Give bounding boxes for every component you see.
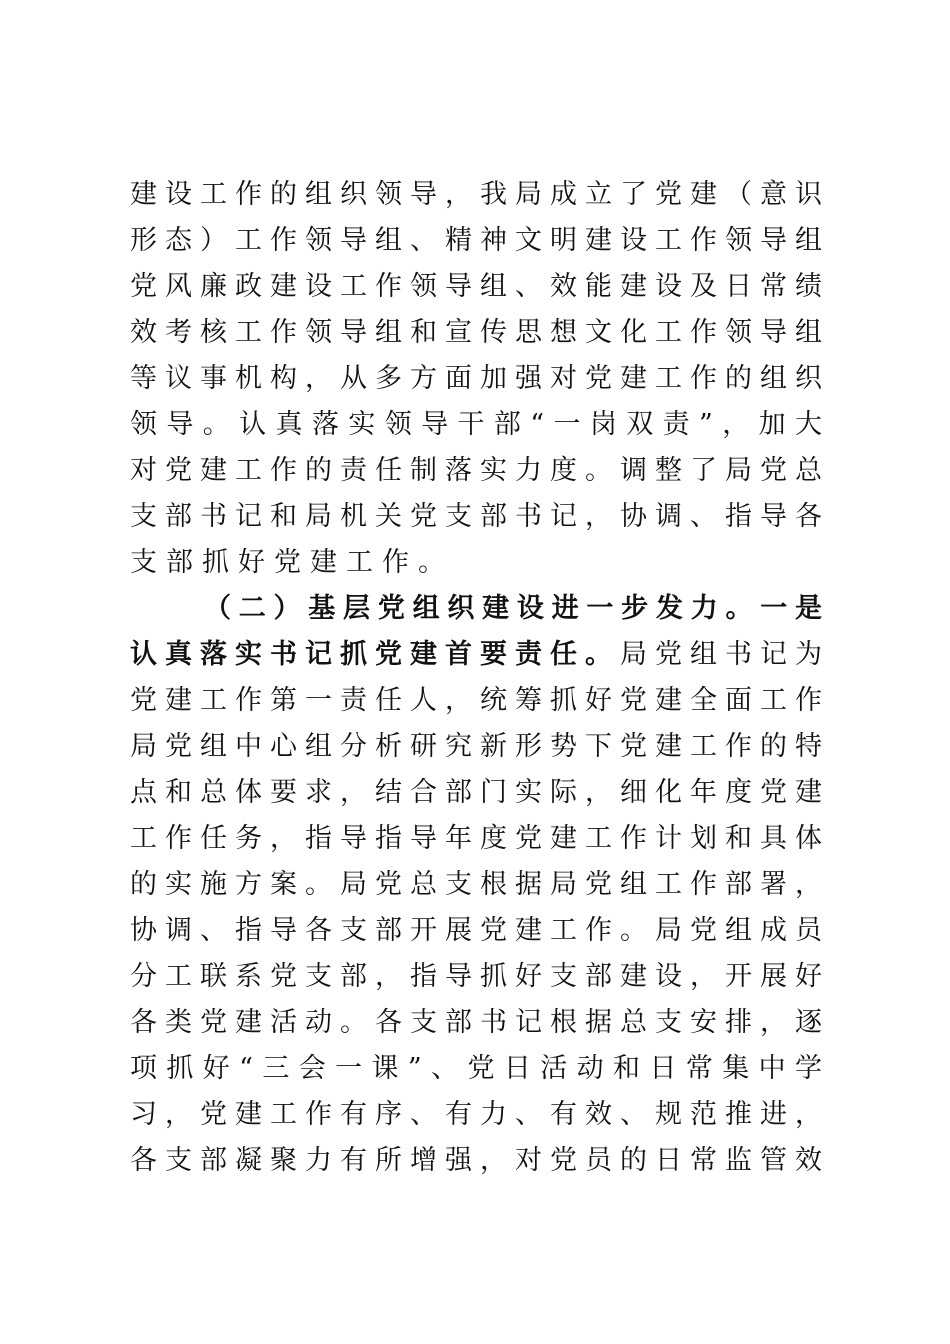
text-line: 工作任务，指导指导年度党建工作计划和具体	[130, 823, 822, 854]
text-line: 项抓好“三会一课”、党日活动和日常集中学	[130, 1053, 822, 1084]
text-line: 点和总体要求，结合部门实际，细化年度党建	[130, 777, 822, 808]
text-line: 党风廉政建设工作领导组、效能建设及日常绩	[130, 271, 822, 302]
text-line: 支部书记和局机关党支部书记，协调、指导各	[130, 501, 822, 532]
text-line: 支部抓好党建工作。	[130, 547, 454, 578]
text-line: 效考核工作领导组和宣传思想文化工作领导组	[130, 317, 822, 348]
text-line: 分工联系党支部，指导抓好支部建设，开展好	[130, 961, 822, 992]
text-line: 各支部凝聚力有所增强，对党员的日常监管效	[130, 1145, 822, 1176]
text-line: 的实施方案。局党总支根据局党组工作部署，	[130, 869, 822, 900]
text-span: 局党组书记为	[620, 639, 822, 670]
text-line: 等议事机构，从多方面加强对党建工作的组织	[130, 363, 822, 394]
text-line: 局党组中心组分析研究新形势下党建工作的特	[130, 731, 822, 762]
text-line: 形态）工作领导组、精神文明建设工作领导组	[130, 225, 822, 256]
text-line: 党建工作第一责任人，统筹抓好党建全面工作	[130, 685, 822, 716]
text-line: 各类党建活动。各支部书记根据总支安排，逐	[130, 1007, 822, 1038]
text-line: 领导。认真落实领导干部“一岗双责”，加大	[130, 409, 822, 440]
text-line: 协调、指导各支部开展党建工作。局党组成员	[130, 915, 822, 946]
section-heading-line: （二）基层党组织建设进一步发力。一是	[204, 593, 822, 624]
bold-lead-phrase: 认真落实书记抓党建首要责任。	[130, 639, 620, 670]
text-line: 对党建工作的责任制落实力度。调整了局党总	[130, 455, 822, 486]
document-body	[130, 172, 822, 1184]
text-line-mixed	[130, 632, 822, 678]
text-line: 习，党建工作有序、有力、有效、规范推进，	[130, 1099, 822, 1130]
text-line: 建设工作的组织领导，我局成立了党建（意识	[130, 179, 822, 210]
